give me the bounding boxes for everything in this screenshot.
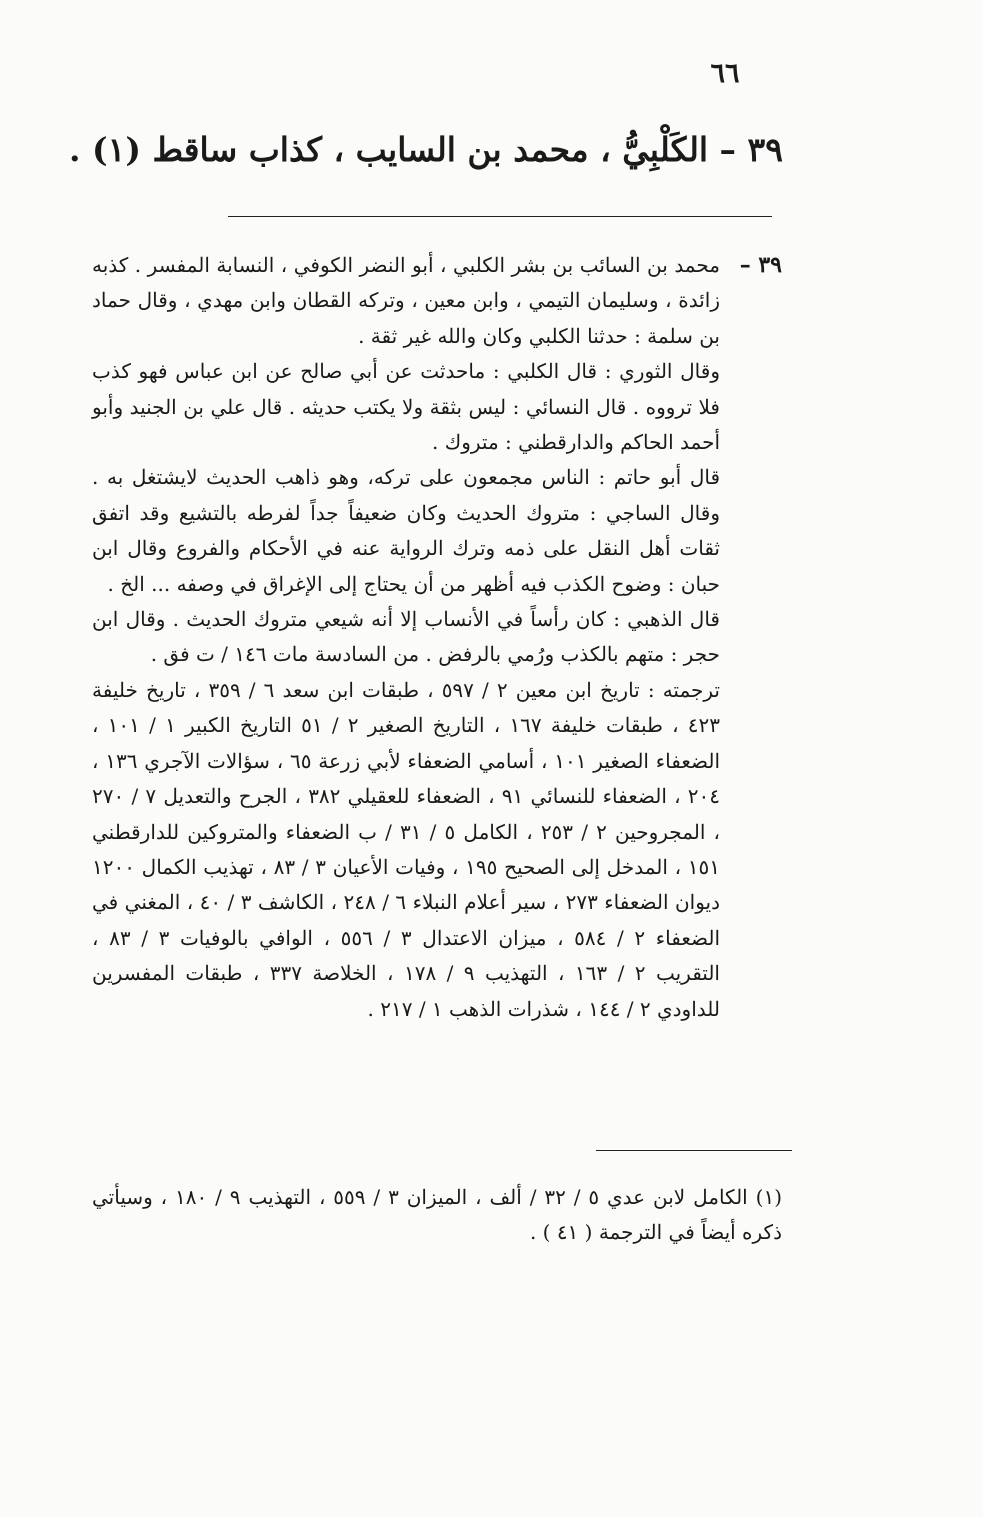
entry-title: ٣٩ – الكَلْبِيُّ ، محمد بن السايب ، كذاب ساقط (١) . [69,130,783,169]
footnote-divider [596,1150,792,1151]
note-row [92,248,782,1027]
note-body [92,248,720,1027]
note-paragraph: محمد بن السائب بن بشر الكلبي ، أبو النضر الكوفي ، النسابة المفسر . كذبه زائدة ، وسليمان التيمي ، وابن معين ، وتركه القطان وابن مهدي ، وقال حماد بن سلمة : حدثنا الكلبي وكان والله غير ثقة . [92,253,720,348]
page-number: ٦٦ [710,58,740,89]
note-paragraph: قال الذهبي : كان رأساً في الأنساب إلا أنه شيعي متروك الحديث . وقال ابن حجر : متهم بالكذب ورُمي بالرفض . من السادسة مات ١٤٦ / ت فق . [92,607,720,667]
note-paragraph: قال أبو حاتم : الناس مجمعون على تركه، وهو ذاهب الحديث لايشتغل به . وقال الساجي : متروك الحديث وكان ضعيفاً جداً لفرطه بالتشيع وقد اتفق ثقات أهل النقل على ذمه وترك الرواية عنه في الأحكام والفروع وقال ابن حبان : وضوح الكذب فيه أظهر من أن يحتاج إلى الإغراق في وصفه ... الخ . [92,465,720,596]
biographical-note [92,248,782,1027]
note-paragraph-sources: ترجمته : تاريخ ابن معين ٢ / ٥٩٧ ، طبقات ابن سعد ٦ / ٣٥٩ ، تاريخ خليفة ٤٢٣ ، طبقات خليفة ١٦٧ ، التاريخ الصغير ٢ / ٥١ التاريخ الكبير ١ / ١٠١ ، الضعفاء الصغير ١٠١ ، أسامي الضعفاء لأبي زرعة ٦٥ ، سؤالات الآجري ١٣٦ ، ٢٠٤ ، الضعفاء للنسائي ٩١ ، الضعفاء للعقيلي ٣٨٢ ، الجرح والتعديل ٧ / ٢٧٠ ، المجروحين ٢ / ٢٥٣ ، الكامل ٥ / ٣١ / ب الضعفاء والمتروكين للدارقطني ١٥١ ، المدخل إلى الصحيح ١٩٥ ، وفيات الأعيان ٣ / ٨٣ ، تهذيب الكمال ١٢٠٠ ديوان الضعفاء ٢٧٣ ، سير أعلام النبلاء ٦ / ٢٤٨ ، الكاشف ٣ / ٤٠ ، المغني في الضعفاء ٢ / ٥٨٤ ، ميزان الاعتدال ٣ / ٥٥٦ ، الوافي بالوفيات ٣ / ٨٣ ، التقريب ٢ / ١٦٣ ، التهذيب ٩ / ١٧٨ ، الخلاصة ٣٣٧ ، طبقات المفسرين للداودي ٢ / ١٤٤ ، شذرات الذهب ١ / ٢١٧ . [92,677,721,1021]
note-number: ٣٩ – [739,252,782,278]
footnote: (١) الكامل لابن عدي ٥ / ٣٢ / ألف ، الميزان ٣ / ٥٥٩ ، التهذيب ٩ / ١٨٠ ، وسيأتي ذكره أيضاً في الترجمة ( ٤١ ) . [92,1185,782,1244]
title-divider [228,216,772,217]
note-paragraph: وقال الثوري : قال الكلبي : ماحدثت عن أبي صالح عن ابن عباس فهو كذب فلا ترووه . قال النسائي : ليس بثقة ولا يكتب حديثه . قال علي بن الجنيد وأبو أحمد الحاكم والدارقطني : متروك . [92,359,720,455]
